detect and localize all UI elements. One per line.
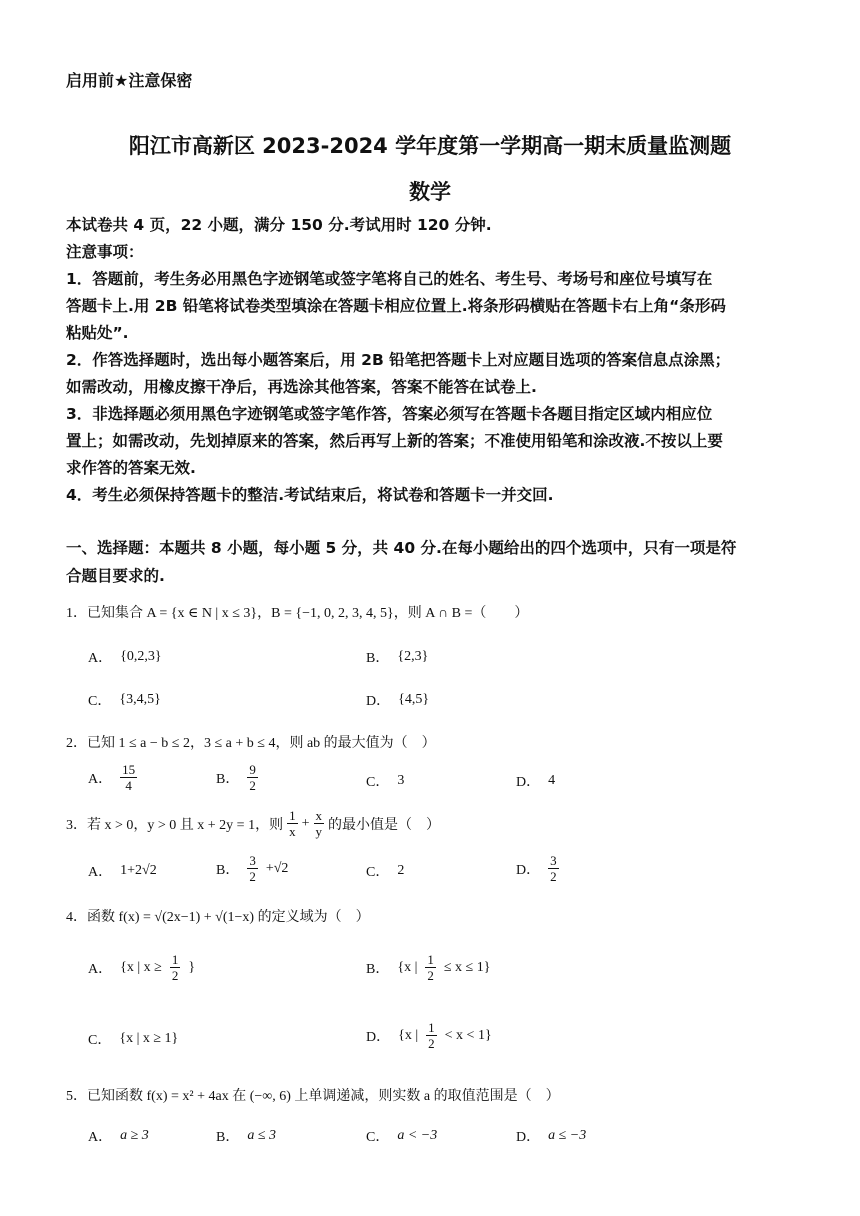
fraction: $\frac{15}{4}$: [122, 762, 136, 793]
fraction: $\frac{1}{2}$: [427, 952, 434, 983]
question-3-option-d: D． $\frac{3}{2}$: [516, 853, 557, 884]
question-4-option-a: A． {x | x ≥ $\frac{1}{2}$ }: [88, 952, 196, 983]
notice-line: 粘贴处”.: [66, 324, 129, 342]
confidential-label: 启用前★注意保密: [66, 71, 193, 90]
question-2-option-c: C． 3: [366, 773, 405, 790]
question-5-option-b: B． a ≤ 3: [216, 1128, 277, 1145]
question-5-stem: 5．已知函数 f(x) = x² + 4ax 在 (−∞, 6) 上单调递减，则实数 a 的取值范围是（ ）: [66, 1089, 560, 1104]
fraction: $\frac{3}{2}$: [249, 853, 256, 884]
notice-line: 3．非选择题必须用黑色字迹钢笔或签字笔作答，答案必须写在答题卡各题目指定区域内相应位: [66, 405, 713, 423]
question-5-option-a: A． a ≥ 3: [88, 1128, 149, 1145]
question-3-option-b: B． $\frac{3}{2}$ +√2: [216, 853, 289, 884]
question-4-option-d: D． {x | $\frac{1}{2}$ < x < 1}: [366, 1020, 492, 1051]
question-1-stem: 1．已知集合 A = {x ∈ N | x ≤ 3}，B = {−1, 0, 2, 3, 4, 5}，则 A ∩ B =（ ）: [66, 606, 529, 621]
notice-line: 4．考生必须保持答题卡的整洁.考试结束后，将试卷和答题卡一并交回.: [66, 486, 554, 504]
subject-title: 数学: [409, 180, 451, 204]
fraction: $\frac{3}{2}$: [550, 853, 557, 884]
question-5-option-d: D． a ≤ −3: [516, 1128, 587, 1145]
question-1-option-c: C． {3,4,5}: [88, 692, 161, 709]
notice-line: 1．答题前，考生务必用黑色字迹钢笔或签字笔将自己的姓名、考生号、考场号和座位号填写在: [66, 270, 713, 288]
exam-summary: 本试卷共 4 页，22 小题，满分 150 分.考试用时 120 分钟.: [66, 216, 492, 234]
exam-title: 阳江市高新区 2023-2024 学年度第一学期高一期末质量监测题: [128, 134, 732, 158]
notice-line: 如需改动，用橡皮擦干净后，再选涂其他答案，答案不能答在试卷上.: [66, 378, 537, 396]
question-4-option-c: C． {x | x ≥ 1}: [88, 1031, 179, 1048]
question-2-option-d: D． 4: [516, 773, 556, 790]
question-4-stem: 4．函数 f(x) = √(2x−1) + √(1−x) 的定义域为（ ）: [66, 910, 370, 925]
question-1-option-a: A． {0,2,3}: [88, 649, 162, 666]
notice-line: 答题卡上.用 2B 铅笔将试卷类型填涂在答题卡相应位置上.将条形码横贴在答题卡右上角“条形码: [66, 297, 726, 315]
fraction: $\frac{x}{y}$: [315, 808, 322, 839]
question-2-stem: 2．已知 1 ≤ a − b ≤ 2，3 ≤ a + b ≤ 4，则 ab 的最大值为（ ）: [66, 736, 436, 751]
question-3-stem: 3．若 x > 0，y > 0 且 x + 2y = 1，则 $\frac{1}{x}$ + $\frac{x}{y}$ 的最小值是（ ）: [66, 808, 440, 839]
notice-line: 2．作答选择题时，选出每小题答案后，用 2B 铅笔把答题卡上对应题目选项的答案信息点涂黑；: [66, 351, 731, 369]
question-4-option-b: B． {x | $\frac{1}{2}$ ≤ x ≤ 1}: [366, 952, 491, 983]
fraction: $\frac{9}{2}$: [249, 762, 256, 793]
fraction: $\frac{1}{2}$: [428, 1020, 435, 1051]
fraction: $\frac{1}{x}$: [289, 808, 296, 839]
section-heading: 一、选择题：本题共 8 小题，每小题 5 分，共 40 分.在每小题给出的四个选项中，只有一项是符 合题目要求的.: [66, 539, 737, 585]
question-5-option-c: C． a < −3: [366, 1128, 438, 1145]
fraction: $\frac{1}{2}$: [171, 952, 179, 983]
question-2-option-b: B． $\frac{9}{2}$: [216, 762, 256, 793]
question-1-option-b: B． {2,3}: [366, 649, 429, 666]
question-3-option-a: A． 1+2√2: [88, 863, 157, 880]
exam-instructions: [66, 212, 806, 509]
question-3-option-c: C． 2: [366, 863, 405, 880]
notice-line: 置上；如需改动，先划掉原来的答案，然后再写上新的答案；不准使用铅笔和涂改液.不按以上要: [66, 432, 723, 450]
question-1-option-d: D． {4,5}: [366, 692, 430, 709]
notice-line: 求作答的答案无效.: [66, 459, 196, 477]
question-2-option-a: A． $\frac{15}{4}$: [88, 762, 136, 793]
notice-heading: 注意事项：: [66, 243, 144, 261]
